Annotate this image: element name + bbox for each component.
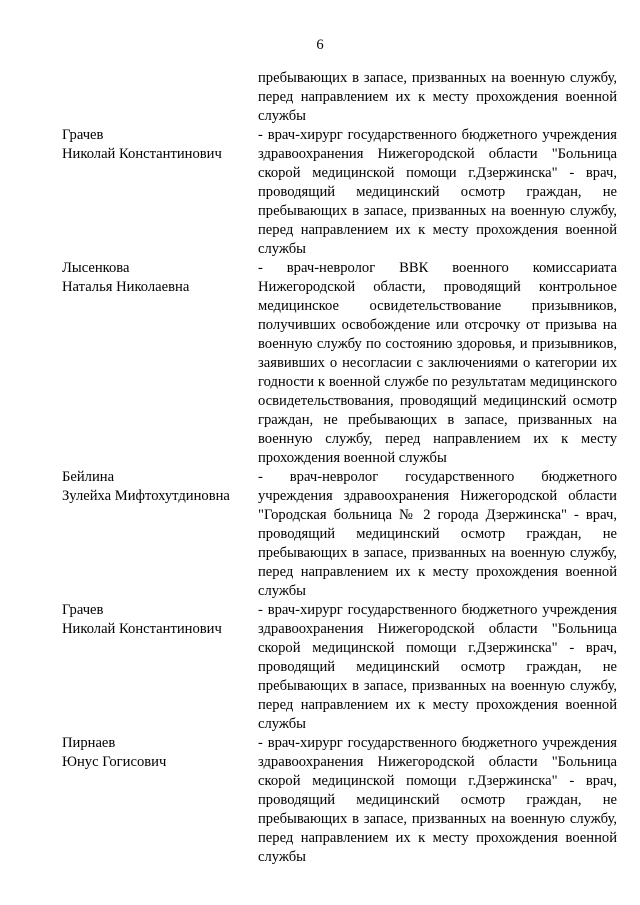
person-role-description: - врач-невролог государственного бюджетного учреждения здравоохранения Нижегородской области "Городская больница № 2 города Дзержинска" - врач, проводящий медицинский осмотр граждан, не пребывающих в запасе, призванных на военную службу, перед направлением их к месту прохождения военной службы <box>258 469 617 599</box>
personnel-list <box>62 69 617 867</box>
page-number: 6 <box>316 37 324 53</box>
person-given-names: Юнус Гогисович <box>62 754 167 770</box>
list-item <box>62 601 617 734</box>
person-name <box>62 259 258 468</box>
person-given-names: Николай Константинович <box>62 146 222 162</box>
person-surname: Бейлина <box>62 469 115 485</box>
list-item <box>62 468 617 601</box>
list-item <box>62 259 617 468</box>
list-item <box>62 734 617 867</box>
person-role-description: пребывающих в запасе, призванных на военную службу, перед направлением их к месту прохождения военной службы <box>258 70 617 124</box>
person-surname: Грачев <box>62 127 104 143</box>
person-name <box>62 69 258 126</box>
person-given-names <box>62 88 258 107</box>
person-surname: Пирнаев <box>62 735 116 751</box>
person-surname: Грачев <box>62 602 104 618</box>
person-given-names: Николай Константинович <box>62 621 222 637</box>
person-given-names: Наталья Николаевна <box>62 279 190 295</box>
person-name <box>62 601 258 734</box>
list-item <box>62 126 617 259</box>
person-given-names: Зулейха Мифтохутдиновна <box>62 488 230 504</box>
person-role-description: - врач-хирург государственного бюджетного учреждения здравоохранения Нижегородской области "Больница скорой медицинской помощи г.Дзержинска" - врач, проводящий медицинский осмотр граждан, не пребывающих в запасе, призванных на военную службу, перед направлением их к месту прохождения военной службы <box>258 127 617 257</box>
person-role-description: - врач-хирург государственного бюджетного учреждения здравоохранения Нижегородской области "Больница скорой медицинской помощи г.Дзержинска" - врач, проводящий медицинский осмотр граждан, не пребывающих в запасе, призванных на военную службу, перед направлением их к месту прохождения военной службы <box>258 735 617 865</box>
person-surname: Лысенкова <box>62 260 130 276</box>
person-name <box>62 734 258 867</box>
person-role-description: - врач-невролог ВВК военного комиссариата Нижегородской области, проводящий контрольное медицинское освидетельствование призывников, получивших освобождение или отсрочку от призыва на военную службу по состоянию здоровья, и призывников, заявивших о несогласии с заключениями о категории их годности к военной службе по результатам медицинского освидетельствования, проводящий медицинский осмотр граждан, не пребывающих в запасе, призванных на военную службу, перед направлением их к месту прохождения военной службы <box>258 260 617 466</box>
person-surname <box>62 69 258 88</box>
list-item <box>62 69 617 126</box>
person-name <box>62 468 258 601</box>
person-name <box>62 126 258 259</box>
person-role-description: - врач-хирург государственного бюджетного учреждения здравоохранения Нижегородской области "Больница скорой медицинской помощи г.Дзержинска" - врач, проводящий медицинский осмотр граждан, не пребывающих в запасе, призванных на военную службу, перед направлением их к месту прохождения военной службы <box>258 602 617 732</box>
